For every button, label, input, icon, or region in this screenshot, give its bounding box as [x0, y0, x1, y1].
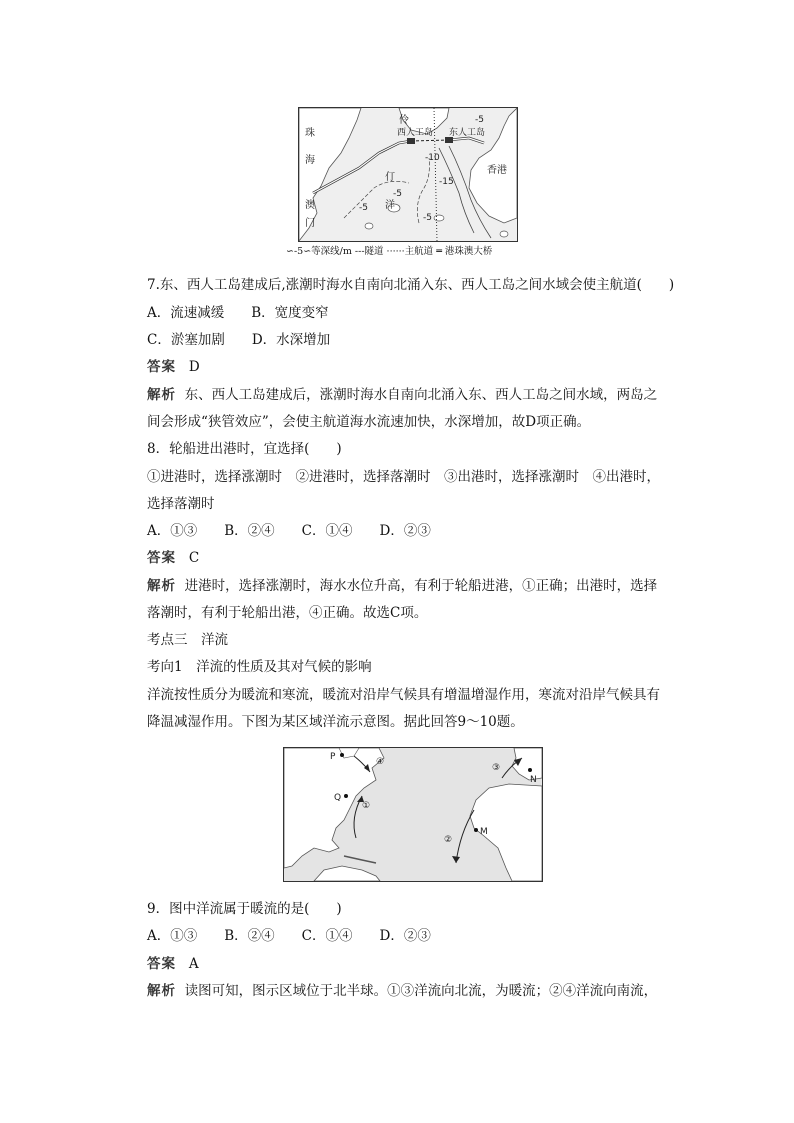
label-west-island: 西人工岛 — [397, 128, 434, 138]
analysis-label: 解析 — [147, 983, 176, 999]
label-depth-5: -5 — [393, 189, 402, 199]
island-shape — [434, 215, 444, 221]
label-zhu: 珠 — [305, 128, 315, 139]
q8-items-line-1: ①进港时，选择涨潮时 ②进港时，选择落潮时 ③出港时，选择涨潮时 ④出港时， — [147, 469, 660, 485]
q8-analysis-line-2: 落潮时，有利于轮船出港，④正确。故选C项。 — [147, 605, 428, 621]
analysis-label: 解析 — [147, 578, 176, 594]
answer-label: 答案 — [147, 956, 176, 972]
west-artificial-island — [407, 138, 415, 144]
q7-answer: D — [188, 359, 200, 375]
map-legend: ∽-5∽等深线/m ---隧道 ······主航道 ═ 港珠澳大桥 — [286, 246, 493, 257]
q7-analysis-line-1 — [147, 389, 657, 403]
ocean-current-map-svg — [284, 748, 542, 881]
label-depth-15: -15 — [439, 177, 454, 187]
answer-label: 答案 — [147, 550, 176, 566]
label-current-3: ③ — [492, 763, 501, 773]
label-hai: 海 — [305, 155, 315, 166]
q8-analysis-line-1 — [147, 580, 657, 594]
q7-answer-row — [147, 361, 200, 375]
island-shape — [500, 231, 508, 237]
pearl-estuary-map-svg — [299, 108, 517, 241]
ocean-current-map — [283, 747, 543, 882]
label-q: Q — [334, 793, 342, 803]
answer-label: 答案 — [147, 359, 176, 375]
label-n: N — [530, 775, 537, 785]
label-east-island: 东人工岛 — [449, 128, 486, 138]
label-m: M — [480, 827, 488, 837]
analysis-label: 解析 — [147, 387, 176, 403]
q9-answer-row — [147, 958, 199, 972]
point-m-marker — [474, 828, 478, 832]
pearl-estuary-map — [298, 107, 518, 242]
point-q-marker — [344, 794, 348, 798]
q7-analysis-text-1: 东、西人工岛建成后，涨潮时海水自南向北涌入东、西人工岛之间水域，两岛之 — [184, 387, 658, 403]
q9-analysis-line-1 — [147, 985, 657, 999]
point-n-marker — [528, 768, 532, 772]
label-ao: 澳 — [305, 200, 315, 211]
q8-items-line-2: 选择落潮时 — [147, 496, 215, 512]
label-men: 门 — [305, 218, 315, 229]
q9-stem: 9．图中洋流属于暖流的是( ) — [147, 901, 342, 917]
label-p: P — [330, 752, 336, 762]
q7-options-cd: C．淤塞加剧 D．水深增加 — [147, 332, 331, 348]
label-depth-5: -5 — [423, 213, 432, 223]
label-depth-5: -5 — [475, 115, 484, 125]
q8-analysis-text-1: 进港时，选择涨潮时，海水水位升高，有利于轮船进港，①正确；出港时，选择 — [184, 578, 658, 594]
label-depth-10: -10 — [425, 153, 440, 163]
q7-analysis-line-2: 间会形成“狭管效应”，会使主航道海水流速加快，水深增加，故D项正确。 — [147, 414, 591, 430]
section-title: 考点三 洋流 — [147, 632, 228, 648]
label-yang: 洋 — [385, 200, 395, 211]
label-current-4: ④ — [376, 757, 385, 767]
label-depth-5: -5 — [359, 203, 368, 213]
q8-answer-row — [147, 552, 199, 566]
q8-options: A．①③ B．②④ C．①④ D．②③ — [147, 523, 431, 539]
q9-analysis-text-1: 读图可知，图示区域位于北半球。①③洋流向北流，为暖流；②④洋流向南流， — [184, 983, 658, 999]
q8-stem: 8．轮船进出港时，宜选择( ) — [147, 441, 342, 457]
label-ding: 仃 — [385, 172, 395, 183]
label-current-1: ① — [362, 801, 371, 811]
q7-stem: 7.东、西人工岛建成后,涨潮时海水自南向北涌入东、西人工岛之间水域会使主航道( ) — [147, 277, 675, 293]
island-shape — [365, 223, 373, 229]
section-intro-line-1: 洋流按性质分为暖流和寒流，暖流对沿岸气候具有增温增湿作用，寒流对沿岸气候具有 — [147, 687, 660, 703]
label-hongkong: 香港 — [487, 165, 507, 176]
label-current-2: ② — [444, 835, 453, 845]
point-p-marker — [340, 753, 344, 757]
q7-options-ab: A．流速减缓 B．宽度变窄 — [147, 305, 329, 321]
section-intro-line-2: 降温减湿作用。下图为某区域洋流示意图。据此回答9～10题。 — [147, 714, 524, 730]
q9-options: A．①③ B．②④ C．①④ D．②③ — [147, 928, 431, 944]
section-subtitle: 考向1 洋流的性质及其对气候的影响 — [147, 659, 372, 675]
q9-answer: A — [188, 956, 199, 972]
label-ling: 伶 — [399, 115, 409, 126]
q8-answer: C — [188, 550, 200, 566]
